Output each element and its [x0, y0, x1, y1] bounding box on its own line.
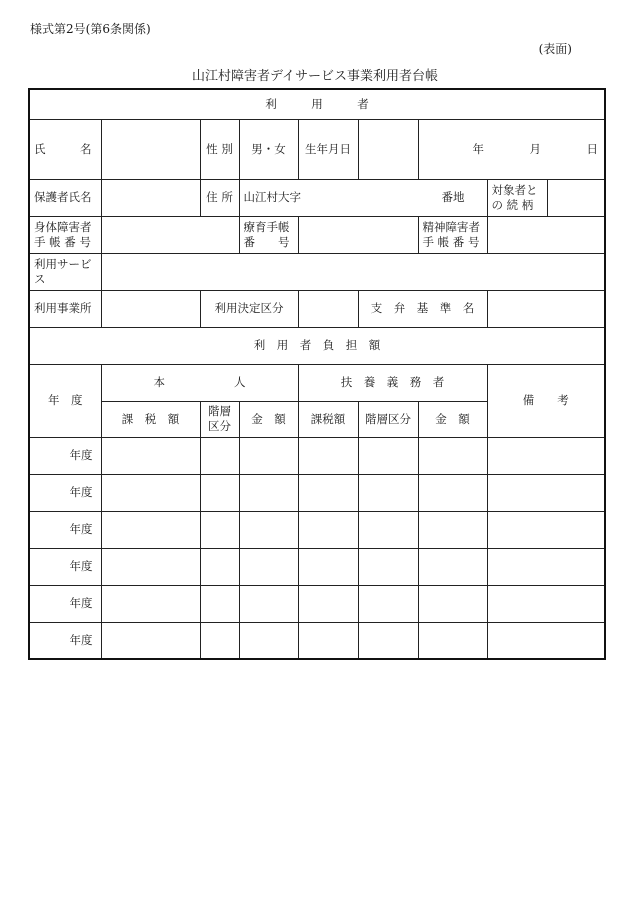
- self-amount-cell[interactable]: [239, 474, 298, 511]
- self-tax-cell[interactable]: [101, 548, 200, 585]
- supporter-tier-cell[interactable]: [358, 548, 418, 585]
- facility-field[interactable]: [101, 290, 200, 327]
- self-tier-header: [200, 401, 239, 437]
- decision-field[interactable]: [298, 290, 358, 327]
- supporter-tax-cell[interactable]: [298, 585, 358, 622]
- self-tier-cell[interactable]: [200, 622, 239, 659]
- supporter-amount-cell[interactable]: [418, 585, 487, 622]
- table-row: [29, 622, 605, 659]
- mental-handbook-field[interactable]: [487, 216, 605, 253]
- supporter-amount-cell[interactable]: [418, 511, 487, 548]
- relation-label-line2: の 続 柄: [491, 197, 534, 212]
- care-handbook-line1: 療育手帳: [243, 219, 290, 234]
- supporter-tier-cell[interactable]: [358, 474, 418, 511]
- gender-field[interactable]: 男・女: [239, 119, 298, 179]
- remarks-cell[interactable]: [487, 585, 605, 622]
- burden-section-heading: 利 用 者 負 担 額: [29, 327, 605, 364]
- remarks-cell[interactable]: [487, 548, 605, 585]
- payment-standard-field[interactable]: [487, 290, 605, 327]
- side-indicator: (表面): [538, 42, 572, 56]
- self-tax-cell[interactable]: [101, 511, 200, 548]
- service-label-line2: ス: [34, 271, 46, 286]
- relation-label-line1: 対象者と: [491, 182, 538, 197]
- supporter-tier-cell[interactable]: [358, 585, 418, 622]
- form-number: 様式第2号(第6条関係): [30, 22, 151, 36]
- supporter-amount-cell[interactable]: [418, 548, 487, 585]
- facility-label: 利用事業所: [29, 290, 101, 327]
- self-amount-cell[interactable]: [239, 622, 298, 659]
- document-title: 山江村障害者デイサービス事業利用者台帳: [191, 69, 439, 84]
- address-field[interactable]: [239, 179, 487, 216]
- supporter-tax-cell[interactable]: [298, 622, 358, 659]
- gender-label: 性 別: [200, 119, 239, 179]
- supporter-group-header: 扶 養 義 務 者: [298, 364, 487, 401]
- service-label-line1: 利用サービ: [34, 256, 92, 271]
- supporter-tier-cell[interactable]: [358, 622, 418, 659]
- supporter-tier-header: 階層区分: [358, 401, 418, 437]
- year-cell[interactable]: 年度: [29, 585, 101, 622]
- year-cell[interactable]: 年度: [29, 548, 101, 585]
- remarks-cell[interactable]: [487, 437, 605, 474]
- care-handbook-line2: 番 号: [243, 234, 290, 249]
- remarks-cell[interactable]: [487, 474, 605, 511]
- year-cell[interactable]: 年度: [29, 474, 101, 511]
- mental-handbook-line1: 精神障害者: [422, 219, 480, 234]
- table-row: [29, 548, 605, 585]
- relation-field[interactable]: [547, 179, 605, 216]
- supporter-tier-cell[interactable]: [358, 437, 418, 474]
- dob-day-label: 日: [586, 141, 598, 156]
- address-prefix: 山江村大字: [243, 190, 301, 205]
- table-row: [29, 511, 605, 548]
- dob-field[interactable]: [418, 119, 605, 179]
- dob-month-label: 月: [529, 141, 541, 156]
- care-handbook-field[interactable]: [298, 216, 418, 253]
- self-amount-cell[interactable]: [239, 548, 298, 585]
- name-label: 氏 名: [29, 119, 101, 179]
- self-tier-cell[interactable]: [200, 548, 239, 585]
- dob-label: 生年月日: [298, 119, 358, 179]
- supporter-tier-cell[interactable]: [358, 511, 418, 548]
- service-label: [29, 253, 101, 290]
- self-tier-cell[interactable]: [200, 474, 239, 511]
- year-cell[interactable]: 年度: [29, 622, 101, 659]
- self-tier-line1: 階層: [208, 404, 231, 419]
- table-row: [29, 474, 605, 511]
- self-amount-header: 金 額: [239, 401, 298, 437]
- supporter-tax-cell[interactable]: [298, 511, 358, 548]
- physical-handbook-line2: 手 帳 番 号: [34, 234, 91, 249]
- supporter-amount-cell[interactable]: [418, 474, 487, 511]
- physical-handbook-line1: 身体障害者: [34, 219, 92, 234]
- mental-handbook-line2: 手 帳 番 号: [422, 234, 480, 249]
- self-tier-cell[interactable]: [200, 437, 239, 474]
- supporter-tax-header: 課税額: [298, 401, 358, 437]
- address-label: 住 所: [200, 179, 239, 216]
- supporter-tax-cell[interactable]: [298, 474, 358, 511]
- supporter-amount-cell[interactable]: [418, 437, 487, 474]
- supporter-amount-cell[interactable]: [418, 622, 487, 659]
- decision-label: 利用決定区分: [200, 290, 298, 327]
- dob-era-field[interactable]: [358, 119, 418, 179]
- year-column-header: 年 度: [29, 364, 101, 437]
- remarks-cell[interactable]: [487, 511, 605, 548]
- service-field[interactable]: [101, 253, 605, 290]
- self-tax-cell[interactable]: [101, 474, 200, 511]
- mental-handbook-label: [418, 216, 487, 253]
- guardian-label: 保護者氏名: [29, 179, 101, 216]
- relation-label: [487, 179, 547, 216]
- supporter-tax-cell[interactable]: [298, 548, 358, 585]
- year-cell[interactable]: 年度: [29, 437, 101, 474]
- self-tax-header: 課 税 額: [101, 401, 200, 437]
- self-amount-cell[interactable]: [239, 437, 298, 474]
- care-handbook-label: [239, 216, 298, 253]
- physical-handbook-label: [29, 216, 101, 253]
- self-amount-cell[interactable]: [239, 585, 298, 622]
- self-tax-cell[interactable]: [101, 437, 200, 474]
- self-tier-cell[interactable]: [200, 585, 239, 622]
- physical-handbook-field[interactable]: [101, 216, 239, 253]
- name-field[interactable]: [101, 119, 200, 179]
- user-section-heading: 利 用 者: [29, 89, 605, 119]
- remarks-header: 備 考: [487, 364, 605, 437]
- self-amount-cell[interactable]: [239, 511, 298, 548]
- dob-year-label: 年: [472, 141, 484, 156]
- supporter-tax-cell[interactable]: [298, 437, 358, 474]
- self-tier-line2: 区分: [208, 419, 231, 433]
- guardian-field[interactable]: [101, 179, 200, 216]
- supporter-amount-header: 金 額: [418, 401, 487, 437]
- table-row: [29, 437, 605, 474]
- user-ledger-table: [28, 88, 606, 660]
- address-suffix: 番地: [441, 190, 465, 205]
- year-cell[interactable]: 年度: [29, 511, 101, 548]
- self-tier-cell[interactable]: [200, 511, 239, 548]
- self-tax-cell[interactable]: [101, 622, 200, 659]
- payment-standard-label: 支 弁 基 準 名: [358, 290, 487, 327]
- self-tax-cell[interactable]: [101, 585, 200, 622]
- remarks-cell[interactable]: [487, 622, 605, 659]
- self-group-header: 本 人: [101, 364, 298, 401]
- table-row: [29, 585, 605, 622]
